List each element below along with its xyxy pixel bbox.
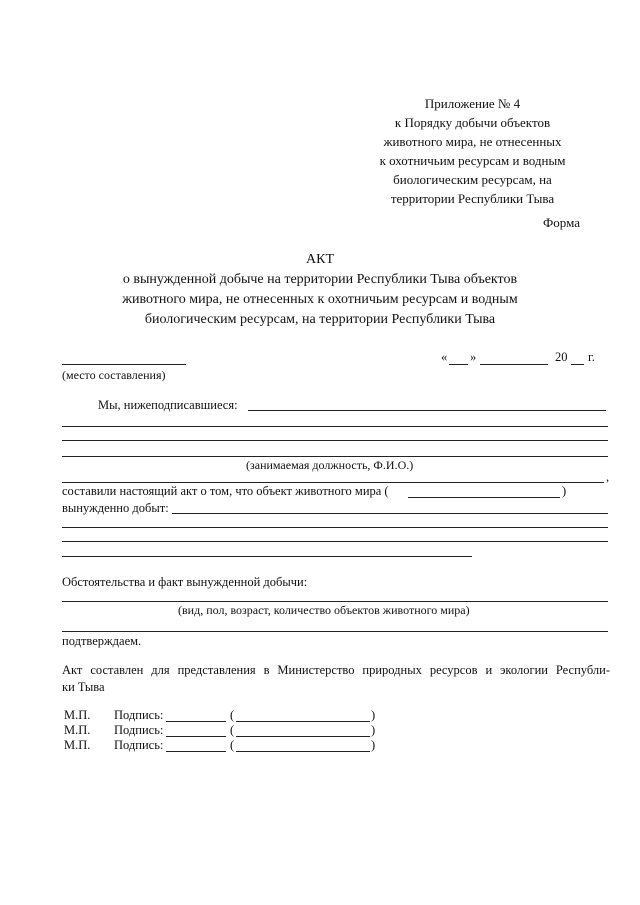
stamp-label: М.П.	[64, 723, 91, 737]
submission-line1: Акт составлен для представления в Министерство природных ресурсов и экологии Республи-	[62, 663, 610, 677]
place-field[interactable]	[62, 364, 186, 365]
place-caption: (место составления)	[62, 368, 166, 382]
signature-label: Подпись:	[114, 708, 164, 722]
appendix-block	[345, 94, 600, 208]
act-text-line1: составили настоящий акт о том, что объект животного мира (	[62, 484, 389, 498]
title-line: животного мира, не отнесенных к охотничьим ресурсам и водным	[122, 292, 518, 307]
close-paren: )	[371, 723, 376, 737]
appendix-line: животного мира, не отнесенных	[383, 134, 562, 149]
signature-row	[64, 723, 394, 739]
circumstances-label: Обстоятельства и факт вынужденной добычи:	[62, 575, 308, 589]
date-year-field[interactable]	[571, 364, 584, 365]
signers-label: Мы, нижеподписавшиеся:	[98, 398, 238, 412]
title-line: о вынужденной добыче на территории Республики Тыва объектов	[122, 272, 518, 287]
signer-name-field[interactable]	[236, 721, 370, 722]
date-open-quote: «	[441, 350, 448, 364]
signers-field-line[interactable]	[62, 426, 608, 427]
signers-field-line[interactable]	[62, 456, 608, 457]
circumstances-field[interactable]	[62, 601, 608, 602]
signature-field[interactable]	[166, 721, 226, 722]
appendix-line: к охотничьим ресурсам и водным	[379, 153, 566, 168]
confirm-text: подтверждаем.	[62, 634, 142, 648]
animal-object-field[interactable]	[408, 497, 560, 498]
date-day-field[interactable]	[449, 364, 468, 365]
circumstances-field-line[interactable]	[62, 631, 608, 632]
title-line: биологическим ресурсам, на территории Республики Тыва	[144, 312, 496, 327]
signers-field[interactable]	[248, 410, 606, 411]
open-paren: (	[230, 708, 235, 722]
date-month-field[interactable]	[480, 364, 548, 365]
date-close-quote: »	[470, 350, 477, 364]
signature-label: Подпись:	[114, 723, 164, 737]
signer-name-field[interactable]	[236, 736, 370, 737]
date-year-prefix: 20	[555, 350, 568, 364]
signature-field[interactable]	[166, 751, 226, 752]
open-paren: (	[230, 738, 235, 752]
animal-caption: (вид, пол, возраст, количество объектов животного мира)	[178, 603, 470, 617]
date-year-suffix: г.	[588, 350, 595, 364]
signers-field-line[interactable]	[62, 440, 608, 441]
act-text-close: )	[562, 484, 567, 498]
appendix-line: к Порядку добычи объектов	[394, 115, 551, 130]
appendix-line: территории Республики Тыва	[390, 191, 555, 206]
signature-row	[64, 708, 394, 724]
close-paren: )	[371, 738, 376, 752]
stamp-label: М.П.	[64, 708, 91, 722]
signature-label: Подпись:	[114, 738, 164, 752]
trailing-comma: ,	[606, 470, 610, 484]
appendix-line: Приложение № 4	[424, 96, 521, 111]
open-paren: (	[230, 723, 235, 737]
extraction-field[interactable]	[172, 513, 608, 514]
title-heading: АКТ	[306, 252, 334, 267]
extraction-field-line[interactable]	[62, 527, 608, 528]
signature-field[interactable]	[166, 736, 226, 737]
submission-line2: ки Тыва	[62, 680, 105, 694]
position-caption: (занимаемая должность, Ф.И.О.)	[246, 458, 414, 472]
stamp-label: М.П.	[64, 738, 91, 752]
appendix-line: биологическим ресурсам, на	[393, 172, 552, 187]
signer-name-field[interactable]	[236, 751, 370, 752]
form-label: Форма	[543, 215, 580, 230]
act-text-line2: вынужденно добыт:	[62, 501, 169, 515]
signature-row	[64, 738, 394, 754]
extraction-field-line[interactable]	[62, 541, 608, 542]
extraction-field-line[interactable]	[62, 556, 472, 557]
close-paren: )	[371, 708, 376, 722]
document-title	[60, 250, 580, 330]
signers-field-line[interactable]	[62, 482, 604, 483]
